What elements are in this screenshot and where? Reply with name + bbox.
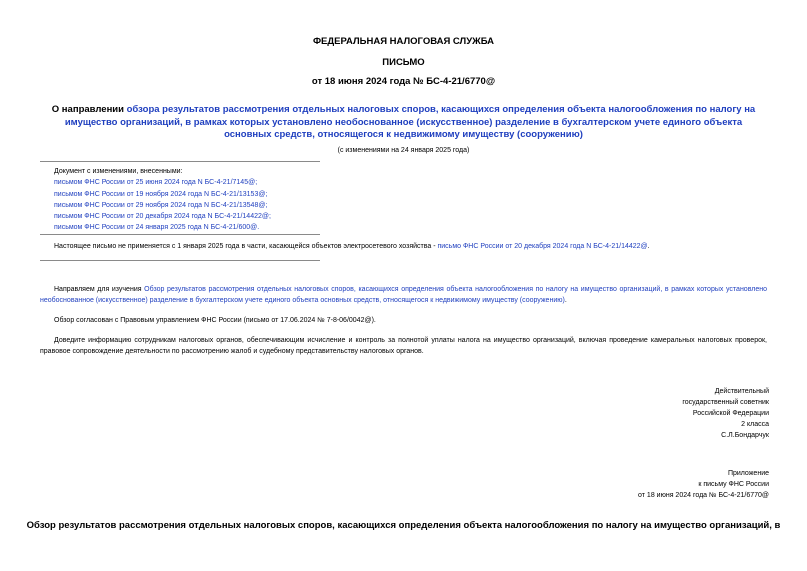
changes-note: (с изменениями на 24 января 2025 года)	[337, 147, 470, 154]
document-date-number: от 18 июня 2024 года № БС-4-21/6770@	[311, 76, 496, 87]
applicability-note-link[interactable]: письмо ФНС России от 20 декабря 2024 года N БС-4-21/14422@	[437, 243, 648, 250]
signature-line: Российской Федерации	[692, 410, 769, 417]
amendment-link[interactable]: письмом ФНС России от 29 ноября 2024 года N БС-4-21/13548@;	[54, 201, 268, 209]
divider	[40, 234, 320, 235]
applicability-note-text: Настоящее письмо не применяется с 1 января 2025 года в части, касающейся объектов электросетевого хозяйства -	[54, 243, 438, 250]
document-type: ПИСЬМО	[382, 57, 425, 68]
body-paragraph-1	[40, 284, 767, 306]
applicability-note-end: .	[647, 243, 650, 250]
amendment-link[interactable]: письмом ФНС России от 20 декабря 2024 года N БС-4-21/14422@;	[54, 213, 271, 221]
amendment-link[interactable]: письмом ФНС России от 25 июня 2024 года N БС-4-21/7145@;	[54, 179, 258, 187]
applicability-note	[54, 243, 650, 250]
appendix-line: от 18 июня 2024 года № БС-4-21/6770@	[638, 492, 769, 499]
amendment-link[interactable]: письмом ФНС России от 19 ноября 2024 года N БС-4-21/13153@;	[54, 190, 268, 198]
signature-line: Действительный	[714, 388, 769, 395]
amendments-intro: Документ с изменениями, внесенными:	[54, 168, 183, 175]
signature-line: государственный советник	[682, 399, 769, 406]
review-link[interactable]: Обзор результатов рассмотрения отдельных налоговых споров, касающихся определения объекта налогообложения по налогу на имущество организаций, в рамках которых установлено необоснованное (искусственное) разделение в бухгалтерском учете единого объекта основных средств, относящегося к недвижимому имуществу (сооружению)	[40, 286, 767, 304]
signatory-name: С.Л.Бондарчук	[721, 432, 769, 439]
appendix-block	[638, 468, 769, 501]
agency-title: ФЕДЕРАЛЬНАЯ НАЛОГОВАЯ СЛУЖБА	[312, 36, 495, 47]
amendment-link[interactable]: письмом ФНС России от 24 января 2025 года N БС-4-21/600@.	[54, 224, 260, 232]
appendix-line: Приложение	[727, 470, 769, 477]
body-paragraph-2: Обзор согласован с Правовым управлением ФНС России (письмо от 17.06.2024 № 7-8-06/0042@).	[54, 317, 376, 324]
letter-subject	[40, 104, 767, 142]
divider	[40, 161, 320, 162]
p1-prefix: Направляем для изучения	[54, 286, 145, 293]
body-paragraph-3: Доведите информацию сотрудникам налоговых органов, обеспечивающим исчисление и контроль за полнотой уплаты налога на имущество организаций, включая проведение камеральных налоговых проверок, правовое сопровождение деятельности по рассмотрению жалоб и судебному представительству налоговых органов.	[40, 337, 767, 355]
divider	[40, 260, 320, 261]
signature-line: 2 класса	[741, 421, 769, 428]
subject-prefix: О направлении	[51, 104, 127, 115]
amendments-list	[54, 166, 271, 234]
review-title: Обзор результатов рассмотрения отдельных налоговых споров, касающихся определения объекта налогообложения по налогу на имущество организаций, в	[26, 520, 781, 531]
signature-block	[682, 386, 769, 441]
subject-review-link[interactable]: обзора результатов рассмотрения отдельных налоговых споров, касающихся определения объекта налогообложения по налогу на имущество организаций, в рамках которых установлено необоснованное (искусственное) разделение в бухгалтерском учете единого объекта основных средств, относящегося к недвижимому имуществу (сооружению)	[64, 104, 756, 140]
appendix-line: к письму ФНС России	[698, 481, 769, 488]
p1-end: .	[564, 297, 567, 304]
